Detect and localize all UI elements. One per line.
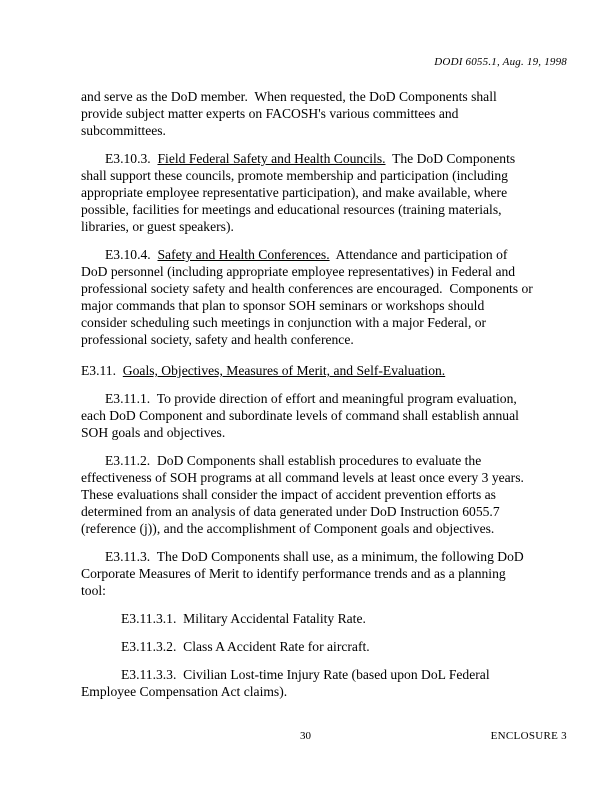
paragraph-e3-10-3	[81, 150, 533, 235]
body-text: E3.11.3.3. Civilian Lost-time Injury Rate (based upon DoL Federal Employee Compensation Act claims).	[81, 667, 493, 699]
heading-text: Field Federal Safety and Health Councils.	[157, 151, 386, 166]
heading-text: Safety and Health Conferences.	[157, 247, 330, 262]
paragraph-e3-11-3-2	[81, 638, 533, 655]
section-heading-e3-11	[81, 362, 533, 379]
body-text: E3.11.2. DoD Components shall establish procedures to evaluate the effectiveness of SOH programs at all command levels at least once every 3 years. These evaluations shall consider the impact of accident prevention efforts as determined from an analysis of data generated under DoD Instruction 6055.7 (reference (j)), and the accomplishment of Component goals and objectives.	[81, 453, 528, 536]
page-number: 30	[300, 730, 311, 742]
enclosure-label: ENCLOSURE 3	[490, 730, 567, 742]
body-text: E3.10.3.	[105, 151, 158, 166]
paragraph-e3-11-3	[81, 548, 533, 599]
body-text: E3.11.3. The DoD Components shall use, as a minimum, the following DoD Corporate Measures of Merit to identify performance trends and as a planning tool:	[81, 549, 528, 598]
body-text: The DoD Components shall support these councils, promote membership and participation (including appropriate employee representative participation), and make available, where possible, facilities for meetings and educational resources (training materials, libraries, or guest speakers).	[81, 151, 519, 234]
paragraph-e3-11-3-3	[81, 666, 533, 700]
document-footer	[0, 730, 611, 750]
paragraph-e3-10-4	[81, 246, 537, 348]
body-text: Attendance and participation of DoD personnel (including appropriate employee representatives) in Federal and professional society safety and health conferences are encouraged. Components or major commands that plan to sponsor SOH seminars or workshops should consider scheduling such meetings in conjunction with a major Federal, or professional society, safety and health conference.	[81, 247, 537, 347]
body-text: and serve as the DoD member. When requested, the DoD Components shall provide subject matter experts on FACOSH's various committees and subcommittees.	[81, 89, 501, 138]
body-text: E3.10.4.	[105, 247, 158, 262]
heading-text: Goals, Objectives, Measures of Merit, and Self-Evaluation.	[122, 363, 446, 378]
document-body	[81, 88, 537, 711]
paragraph-e3-11-2	[81, 452, 533, 537]
body-text: E3.11.3.1. Military Accidental Fatality Rate.	[121, 611, 366, 626]
body-text: E3.11.1. To provide direction of effort and meaningful program evaluation, each DoD Component and subordinate levels of command shall establish annual SOH goals and objectives.	[81, 391, 523, 440]
body-text: E3.11.3.2. Class A Accident Rate for aircraft.	[121, 639, 370, 654]
body-text: E3.11.	[81, 363, 123, 378]
document-header-citation: DODI 6055.1, Aug. 19, 1998	[434, 56, 567, 68]
paragraph-continuation	[81, 88, 533, 139]
paragraph-e3-11-3-1	[81, 610, 533, 627]
paragraph-e3-11-1	[81, 390, 533, 441]
